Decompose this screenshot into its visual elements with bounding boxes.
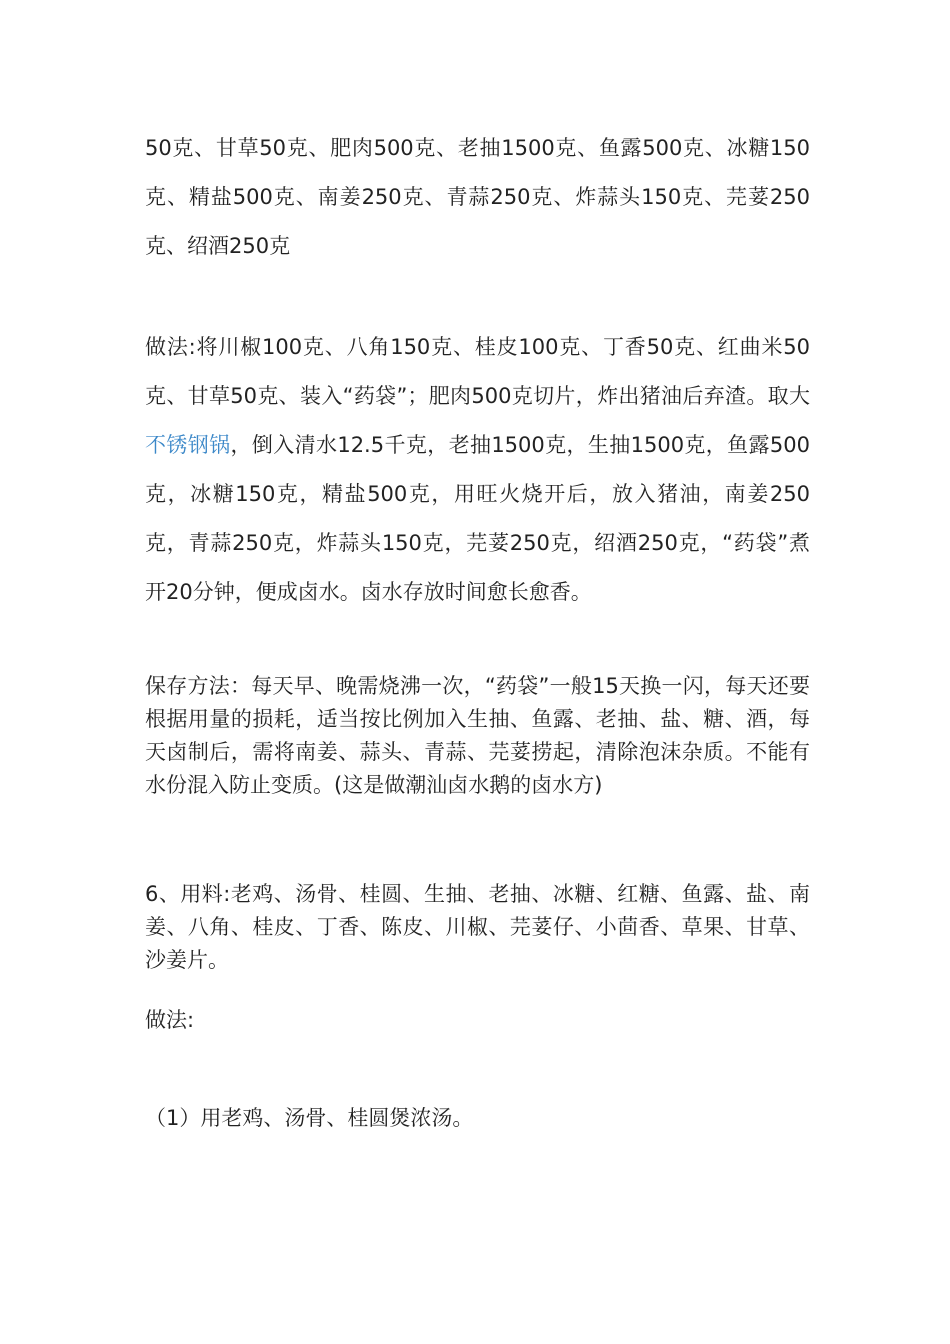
ingredients-paragraph: 50克、甘草50克、肥肉500克、老抽1500克、鱼露500克、冰糖150克、精盐500克、南姜250克、青蒜250克、炸蒜头150克、芫荽250克、绍酒250克 (145, 136, 810, 258)
method-text-end: ，倒入清水12.5千克，老抽1500克，生抽1500克，鱼露500克，冰糖150克，精盐500克，用旺火烧开后，放入猪油，南姜250克，青蒜250克，炸蒜头150克，芫荽250克，绍酒250克，“药袋”煮开20分钟，便成卤水。卤水存放时间愈长愈香。 (145, 433, 810, 604)
method-paragraph (145, 323, 810, 617)
storage-paragraph: 保存方法：每天早、晚需烧沸一次，“药袋”一般15天换一闪，每天还要根据用量的损耗，适当按比例加入生抽、鱼露、老抽、盐、糖、酒，每天卤制后，需将南姜、蒜头、青蒜、芫荽捞起，清除泡沫杂质。不能有水份混入防止变质。(这是做潮汕卤水鹅的卤水方) (145, 674, 810, 797)
method-text-start: 做法:将川椒100克、八角150克、桂皮100克、丁香50克、红曲米50克、甘草50克、装入“药袋”；肥肉500克切片，炸出猪油后弃渣。取大 (145, 335, 810, 408)
method-heading: 做法: (145, 1008, 195, 1032)
ingredients-6-paragraph: 6、用料:老鸡、汤骨、桂圆、生抽、老抽、冰糖、红糖、鱼露、盐、南姜、八角、桂皮、丁香、陈皮、川椒、芫荽仔、小茴香、草果、甘草、沙姜片。 (145, 882, 810, 972)
step-1: （1）用老鸡、汤骨、桂圆煲浓汤。 (145, 1106, 474, 1130)
stainless-pot-link[interactable]: 不锈钢锅 (145, 433, 231, 457)
